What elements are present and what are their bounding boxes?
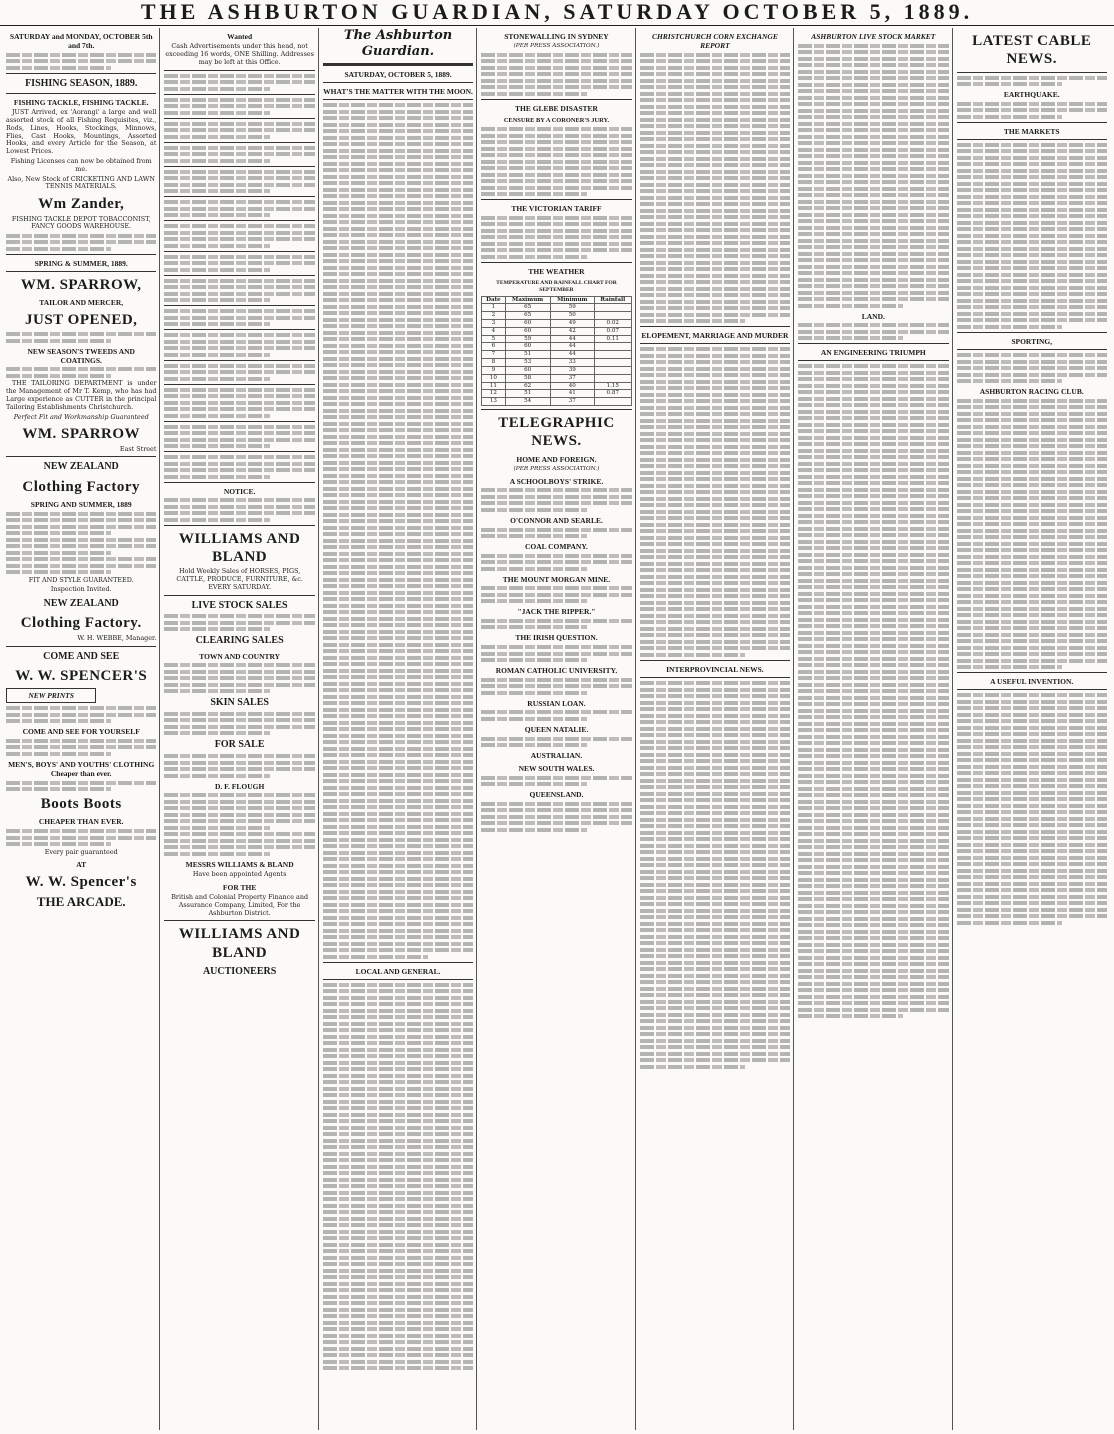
weather-row <box>482 382 631 390</box>
column-2 <box>164 28 318 1430</box>
engineering-heading: AN ENGINEERING TRIUMPH <box>820 348 926 358</box>
australian: AUSTRALIAN. <box>530 751 583 760</box>
column-7 <box>957 28 1110 1430</box>
new-prints: NEW PRINTS <box>6 688 96 703</box>
useful-invention: A USEFUL INVENTION. <box>990 677 1074 687</box>
spencer-name: W. W. SPENCER'S <box>15 667 148 684</box>
weather-cell: 62 <box>505 382 550 390</box>
weather-table <box>481 296 631 406</box>
weather-row <box>482 366 631 374</box>
weather-cell <box>594 304 631 312</box>
interprovincial: INTERPROVINCIAL NEWS. <box>666 664 764 674</box>
clearing-sales: CLEARING SALES <box>195 635 284 647</box>
weather-cell: 1 <box>482 304 505 312</box>
livestock-market: ASHBURTON LIVE STOCK MARKET <box>811 32 936 41</box>
weather-cell: 60 <box>505 366 550 374</box>
arcade: THE ARCADE. <box>36 893 126 909</box>
column-4 <box>481 28 635 1430</box>
weather-cell: 37 <box>550 374 594 382</box>
victorian-tariff: THE VICTORIAN TARIFF <box>511 204 602 214</box>
spencer-name-2: W. W. Spencer's <box>25 874 137 891</box>
column-5 <box>640 28 794 1430</box>
masthead-title: THE ASHBURTON GUARDIAN, SATURDAY OCTOBER 5, 1889. <box>140 0 974 24</box>
weather-cell: 51 <box>505 351 550 359</box>
clothing-factory-heading-2: Clothing Factory. <box>20 615 142 632</box>
weather-cell: 58 <box>505 374 550 382</box>
webbe-manager: W. H. WEBBE, Manager. <box>77 633 157 642</box>
weather-cell: 53 <box>505 359 550 367</box>
weather-cell: 41 <box>550 390 594 398</box>
weather-cell: 2 <box>482 312 505 320</box>
weather-cell: 60 <box>505 320 550 328</box>
tailoring-dept: THE TAILORING DEPARTMENT is under the Management of Mr T. Kemp, who has had Large experience as CUTTER in the principal Tailoring Establishments Christchurch. <box>6 379 157 411</box>
newspaper-columns <box>6 28 1110 1430</box>
glebe-heading: THE GLEBE DISASTER <box>515 103 598 113</box>
rc-university: ROMAN CATHOLIC UNIVERSITY. <box>495 666 618 676</box>
fishing-season-heading: FISHING SEASON, 1889. <box>25 77 138 89</box>
weather-cell <box>594 398 631 406</box>
weather-row <box>482 304 631 312</box>
weather-row <box>482 359 631 367</box>
fishing-tackle-heading: FISHING TACKLE, FISHING TACKLE. <box>13 97 149 107</box>
british-colonial: British and Colonial Property Finance and Assurance Company, Limited, For the Ashburton District. <box>171 892 309 917</box>
nz-clothing-heading-2: NEW ZEALAND <box>43 598 119 610</box>
weather-cell: 44 <box>550 351 594 359</box>
auctioneers: AUCTIONEERS <box>202 965 277 977</box>
weather-cell: 42 <box>550 327 594 335</box>
weather-cell: 65 <box>505 312 550 320</box>
column-3 <box>323 28 477 1430</box>
mount-morgan: THE MOUNT MORGAN MINE. <box>502 574 611 584</box>
weather-col-header: Date <box>482 296 505 304</box>
spring-summer-1889: SPRING AND SUMMER, 1889 <box>30 499 132 509</box>
weather-cell: 11 <box>482 382 505 390</box>
cheaper-than-ever: CHEAPER THAN EVER. <box>38 817 124 827</box>
town-country: TOWN AND COUNTRY <box>199 651 281 661</box>
cricket-materials: Also, New Stock of CRICKETING AND LAWN TENNIS MATERIALS. <box>7 174 155 191</box>
for-sale: FOR SALE <box>214 739 265 751</box>
weather-cell: 1.15 <box>594 382 631 390</box>
jack-ripper: "JACK THE RIPPER." <box>517 607 596 617</box>
weather-row <box>482 327 631 335</box>
weather-cell: 7 <box>482 351 505 359</box>
weather-heading: THE WEATHER <box>528 266 585 276</box>
weather-cell: 37 <box>550 398 594 406</box>
weather-cell: 59 <box>505 335 550 343</box>
weather-cell: 51 <box>505 390 550 398</box>
markets-heading: THE MARKETS <box>1003 126 1060 136</box>
nsw: NEW SOUTH WALES. <box>518 764 595 774</box>
weather-cell: 44 <box>550 335 594 343</box>
spring-summer-heading: SPRING & SUMMER, 1889. <box>34 258 128 268</box>
coal-company: COAL COMPANY. <box>525 542 588 552</box>
clothing-factory-heading: Clothing Factory <box>22 478 140 495</box>
williams-bland: WILLIAMS AND BLAND <box>178 530 301 566</box>
sparrow-name: WM. SPARROW, <box>20 276 142 293</box>
fishing-text: JUST Arrived, ex 'Aorangi' a large and well assorted stock of all Fishing Requisites, viz., Rods, Lines, Hooks, Stockings, Minnows, Flies, Cast Hooks, Mountings, Assorted Hooks, and every Article for the Season, at Lowest Prices. <box>6 108 157 156</box>
fit-style: FIT AND STYLE GUARANTEED. <box>28 575 134 584</box>
weather-cell: 49 <box>550 320 594 328</box>
weather-cell: 60 <box>505 343 550 351</box>
earthquake: EARTHQUAKE. <box>1003 90 1060 100</box>
weather-cell <box>594 312 631 320</box>
boots-heading: Boots Boots <box>40 796 122 813</box>
leader-heading: WHAT'S THE MATTER WITH THE MOON. <box>323 86 473 96</box>
weather-cell: 0.07 <box>594 327 631 335</box>
weather-cell: 0.87 <box>594 390 631 398</box>
weather-cell: 9 <box>482 366 505 374</box>
come-and-see: COME AND SEE <box>43 650 120 662</box>
zander-sub: FISHING TACKLE DEPOT TOBACCONIST, FANCY GOODS WAREHOUSE. <box>11 214 151 231</box>
new-season-tweeds: NEW SEASON'S TWEEDS AND COATINGS. <box>27 346 135 365</box>
weather-cell <box>594 359 631 367</box>
weather-row <box>482 398 631 406</box>
weather-cell: 65 <box>505 304 550 312</box>
column-6 <box>798 28 952 1430</box>
weather-cell: 5 <box>482 335 505 343</box>
schoolboys-strike: A SCHOOLBOYS' STRIKE. <box>509 476 604 486</box>
weather-cell: 0.11 <box>594 335 631 343</box>
sporting-heading: SPORTING, <box>1011 336 1053 346</box>
weather-cell <box>594 366 631 374</box>
weather-row <box>482 312 631 320</box>
weather-subheading: TEMPERATURE AND RAINFALL CHART FOR SEPTEMBER <box>496 279 617 293</box>
corn-exchange: CHRISTCHURCH CORN EXCHANGE REPORT <box>651 32 778 51</box>
oconnor-searle: O'CONNOR AND SEARLE. <box>510 515 603 525</box>
weather-cell: 54 <box>505 398 550 406</box>
column-1 <box>6 28 160 1430</box>
weather-row <box>482 374 631 382</box>
east-street: East Street <box>119 444 157 453</box>
perfect-fit: Perfect Fit and Workmanship Guaranteed <box>13 412 149 421</box>
weather-cell: 59 <box>550 304 594 312</box>
weather-cell: 50 <box>550 312 594 320</box>
weather-cell: 33 <box>550 359 594 367</box>
weather-row <box>482 343 631 351</box>
russian-loan: RUSSIAN LOAN. <box>527 698 586 708</box>
appointed-agents: Have been appointed Agents <box>192 869 287 878</box>
weather-cell: 10 <box>482 374 505 382</box>
queensland: QUEENSLAND. <box>529 790 584 800</box>
queen-natalie: QUEEN NATALIE. <box>524 724 589 734</box>
weather-cell: 44 <box>550 343 594 351</box>
notice-open: SATURDAY and MONDAY, OCTOBER 5th and 7th. <box>9 32 153 51</box>
press-assoc-1: (PER PRESS ASSOCIATION.) <box>513 43 600 50</box>
home-foreign: HOME AND FOREIGN. <box>516 454 597 464</box>
masthead <box>0 0 1114 26</box>
weather-row <box>482 351 631 359</box>
notice-heading: NOTICE. <box>223 486 256 496</box>
messrs-williams-bland: MESSRS WILLIAMS & BLAND <box>185 859 294 869</box>
fishing-licenses: Fishing Licenses can now be obtained from me. <box>10 156 152 173</box>
weather-cell: 3 <box>482 320 505 328</box>
land-heading: LAND. <box>861 311 885 321</box>
nz-clothing-heading: NEW ZEALAND <box>43 461 119 473</box>
local-general: LOCAL AND GENERAL. <box>355 966 441 976</box>
wanted-heading: Wanted <box>227 32 253 41</box>
weather-cell <box>594 351 631 359</box>
come-judge: COME AND SEE FOR YOURSELF <box>22 727 140 737</box>
press-assoc-2: (PER PRESS ASSOCIATION.) <box>513 465 600 472</box>
sparrow-sub: TAILOR AND MERCER, <box>39 298 124 308</box>
weather-cell: 39 <box>550 366 594 374</box>
weather-row <box>482 390 631 398</box>
weather-cell <box>594 374 631 382</box>
weather-cell: 12 <box>482 390 505 398</box>
live-stock-sales: LIVE STOCK SALES <box>191 599 288 611</box>
every-pair: Every pair guaranteed <box>44 847 118 856</box>
elopement-heading: ELOPEMENT, MARRIAGE AND MURDER <box>641 331 789 341</box>
for-the: FOR THE <box>222 882 257 892</box>
paper-title: The Ashburton Guardian. <box>343 28 453 59</box>
latest-cable-news: LATEST CABLE NEWS. <box>972 33 1092 68</box>
weather-col-header: Maximum <box>505 296 550 304</box>
irish-question: THE IRISH QUESTION. <box>515 633 598 643</box>
weather-cell <box>594 343 631 351</box>
at: AT <box>76 860 87 870</box>
weather-cell: 0.02 <box>594 320 631 328</box>
weather-row <box>482 320 631 328</box>
weekly-sales: Hold Weekly Sales of HORSES, PIGS, CATTLE, PRODUCE, FURNITURE, &c. EVERY SATURDAY. <box>176 567 303 591</box>
flough: D. F. FLOUGH <box>214 781 265 791</box>
just-opened: JUST OPENED, <box>25 312 138 329</box>
weather-cell: 13 <box>482 398 505 406</box>
skin-sales: SKIN SALES <box>210 697 269 709</box>
sparrow-name-2: WM. SPARROW <box>22 426 141 443</box>
zander-name: Wm Zander, <box>38 196 125 213</box>
weather-cell: 60 <box>505 327 550 335</box>
williams-bland-2: WILLIAMS AND BLAND <box>178 926 301 961</box>
date-line: SATURDAY, OCTOBER 5, 1889. <box>344 69 452 79</box>
weather-cell: 6 <box>482 343 505 351</box>
weather-cell: 8 <box>482 359 505 367</box>
mens-boys: MEN'S, BOYS' AND YOUTHS' CLOTHING Cheaper than ever. <box>8 759 155 778</box>
weather-cell: 40 <box>550 382 594 390</box>
inspection-invited: Inspection Invited. <box>50 585 112 594</box>
weather-row <box>482 335 631 343</box>
weather-col-header: Minimum <box>550 296 594 304</box>
racing-club: ASHBURTON RACING CLUB. <box>979 387 1084 397</box>
stonewalling-heading: STONEWALLING IN SYDNEY <box>504 32 609 41</box>
weather-cell: 4 <box>482 327 505 335</box>
censure-heading: CENSURE BY A CORONER'S JURY. <box>503 116 610 124</box>
weather-col-header: Rainfall <box>594 296 631 304</box>
cash-ads: Cash Advertisements under this head, not exceeding 16 words, ONE Shilling. Addresses may be left at this Office. <box>165 42 314 66</box>
telegraphic-heading: TELEGRAPHIC NEWS. <box>498 414 615 450</box>
